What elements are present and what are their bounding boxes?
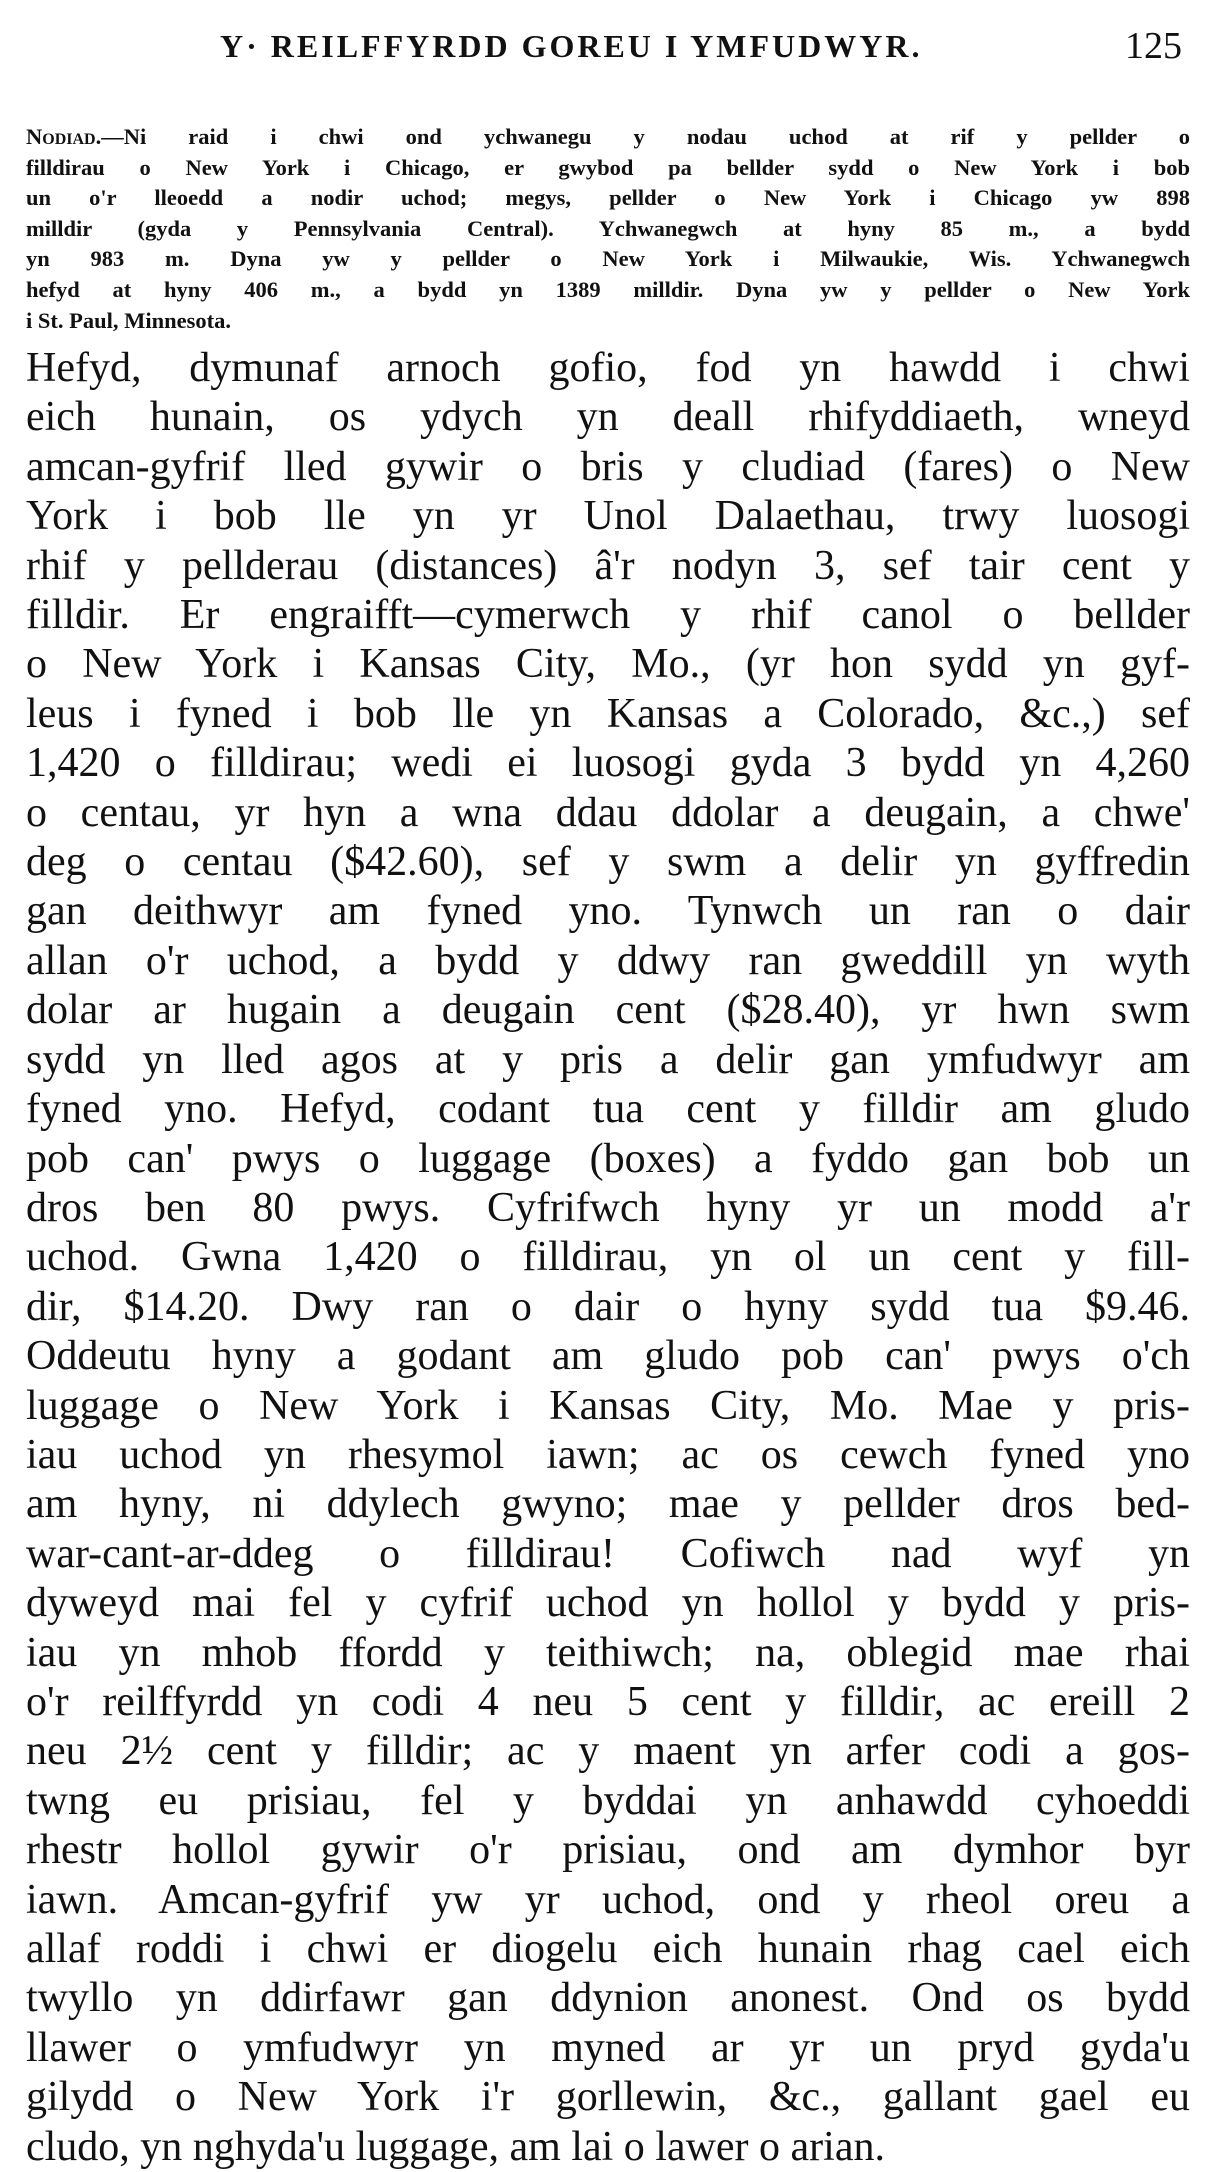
body-line: cludo, yn nghyda'u luggage, am lai o lawer o arian. xyxy=(26,2123,885,2170)
body-line: 1,420 o filldirau; wedi ei luosogi gyda 3 bydd yn 4,260 xyxy=(26,740,1190,787)
note-line: milldir (gyda y Pennsylvania Central). Ychwanegwch at hyny 85 m., a bydd xyxy=(26,215,1190,241)
note-line: yn 983 m. Dyna yw y pellder o New York i Milwaukie, Wis. Ychwanegwch xyxy=(26,246,1190,272)
body-line: o centau, yr hyn a wna ddau ddolar a deugain, a chwe' xyxy=(26,789,1190,836)
note-line: Nodiad.—Ni raid i chwi ond ychwanegu y nodau uchod at rif y pellder o xyxy=(26,124,1190,149)
body-line: dros ben 80 pwys. Cyfrifwch hyny yr un modd a'r xyxy=(26,1184,1190,1231)
body-line: dolar ar hugain a deugain cent ($28.40), yr hwn swm xyxy=(26,987,1190,1034)
body-line: filldir. Er engraifft—cymerwch y rhif canol o bellder xyxy=(26,592,1190,639)
page-number: 125 xyxy=(1125,25,1182,67)
body-line: Hefyd, dymunaf arnoch gofio, fod yn hawdd i chwi xyxy=(26,345,1190,391)
body-line: luggage o New York i Kansas City, Mo. Mae y pris- xyxy=(26,1382,1190,1429)
body-line: gilydd o New York i'r gorllewin, &c., gallant gael eu xyxy=(26,2074,1190,2121)
body-line: war-cant-ar-ddeg o filldirau! Cofiwch nad wyf yn xyxy=(26,1530,1190,1577)
body-line: dir, $14.20. Dwy ran o dair o hyny sydd tua $9.46. xyxy=(26,1283,1190,1330)
body-line: iau yn mhob ffordd y teithiwch; na, oblegid mae rhai xyxy=(26,1629,1190,1676)
body-line: fyned yno. Hefyd, codant tua cent y filldir am gludo xyxy=(26,1086,1190,1133)
body-line: leus i fyned i bob lle yn Kansas a Colorado, &c.,) sef xyxy=(26,690,1190,737)
note-line: un o'r lleoedd a nodir uchod; megys, pellder o New York i Chicago yw 898 xyxy=(26,185,1190,211)
body-line: dyweyd mai fel y cyfrif uchod yn hollol y bydd y pris- xyxy=(26,1580,1190,1627)
body-line: Oddeutu hyny a godant am gludo pob can' pwys o'ch xyxy=(26,1333,1190,1380)
body-line: sydd yn lled agos at y pris a delir gan ymfudwyr am xyxy=(26,1036,1190,1083)
body-line: twng eu prisiau, fel y byddai yn anhawdd cyhoeddi xyxy=(26,1777,1190,1824)
body-line: eich hunain, os ydych yn deall rhifyddiaeth, wneyd xyxy=(26,394,1190,441)
body-line: rhif y pellderau (distances) â'r nodyn 3, sef tair cent y xyxy=(26,542,1190,589)
body-line: o'r reilffyrdd yn codi 4 neu 5 cent y filldir, ac ereill 2 xyxy=(26,1678,1190,1725)
note-label: Nodiad. xyxy=(26,124,102,149)
body-line: am hyny, ni ddylech gwyno; mae y pellder dros bed- xyxy=(26,1481,1190,1528)
body-line: deg o centau ($42.60), sef y swm a delir yn gyffredin xyxy=(26,839,1190,886)
note-line: filldirau o New York i Chicago, er gwybod pa bellder sydd o New York i bob xyxy=(26,154,1190,180)
body-line: llawer o ymfudwyr yn myned ar yr un pryd gyda'u xyxy=(26,2024,1190,2071)
body-line: allan o'r uchod, a bydd y ddwy ran gweddill yn wyth xyxy=(26,937,1190,984)
body-line: rhestr hollol gywir o'r prisiau, ond am dymhor byr xyxy=(26,1827,1190,1874)
body-line: twyllo yn ddirfawr gan ddynion anonest. Ond os bydd xyxy=(26,1975,1190,2022)
body-line: o New York i Kansas City, Mo., (yr hon sydd yn gyf- xyxy=(26,641,1190,688)
body-line: allaf roddi i chwi er diogelu eich hunain rhag cael eich xyxy=(26,1926,1190,1972)
body-line: iawn. Amcan-gyfrif yw yr uchod, ond y rheol oreu a xyxy=(26,1876,1190,1923)
body-line: York i bob lle yn yr Unol Dalaethau, trwy luosogi xyxy=(26,493,1190,540)
body-line: iau uchod yn rhesymol iawn; ac os cewch fyned yno xyxy=(26,1431,1190,1478)
note-line: hefyd at hyny 406 m., a bydd yn 1389 milldir. Dyna yw y pellder o New York xyxy=(26,276,1190,302)
page-header xyxy=(30,22,1192,78)
body-line: uchod. Gwna 1,420 o filldirau, yn ol un cent y fill- xyxy=(26,1234,1190,1281)
footnote-paragraph xyxy=(26,122,1190,336)
body-line: gan deithwyr am fyned yno. Tynwch un ran o dair xyxy=(26,888,1190,935)
body-paragraph xyxy=(26,344,1190,2172)
body-line: pob can' pwys o luggage (boxes) a fyddo gan bob un xyxy=(26,1135,1190,1182)
note-line: i St. Paul, Minnesota. xyxy=(26,307,232,333)
running-title: Y· REILFFYRDD GOREU I YMFUDWYR. xyxy=(220,28,923,64)
body-line: amcan-gyfrif lled gywir o bris y cludiad (fares) o New xyxy=(26,443,1190,490)
body-line: neu 2½ cent y filldir; ac y maent yn arfer codi a gos- xyxy=(26,1728,1190,1775)
